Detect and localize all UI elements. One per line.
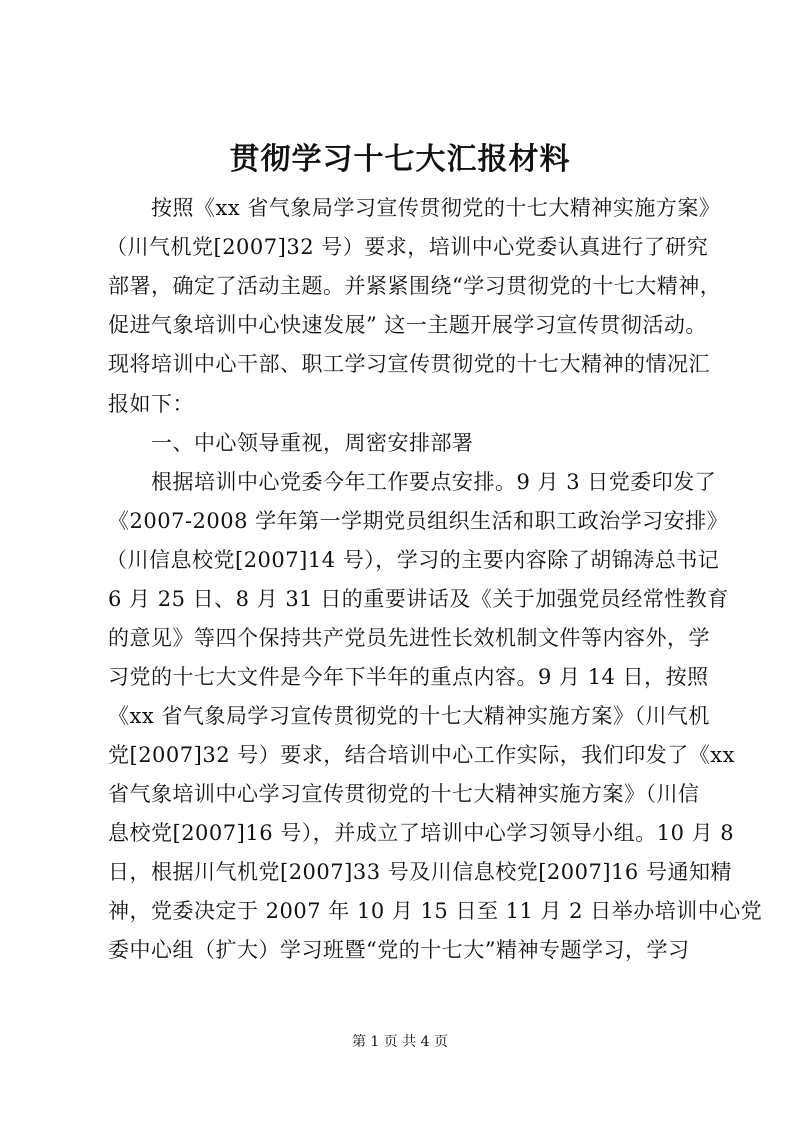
paragraph-line-3: 部署，确定了活动主题。并紧紧围绕“学习贯彻党的十七大精神， bbox=[108, 274, 722, 298]
paragraph-line-4: 促进气象培训中心快速发展” 这一主题开展学习宣传贯彻活动。 bbox=[108, 313, 707, 337]
paragraph-line-7: 根据培训中心党委今年工作要点安排。9 月 3 日党委印发了 bbox=[151, 470, 717, 494]
paragraph-line-10: 6 月 25 日、8 月 31 日的重要讲话及《关于加强党员经常性教育 bbox=[108, 587, 729, 611]
paragraph-line-17: 日，根据川气机党[2007]33 号及川信息校党[2007]16 号通知精 bbox=[108, 860, 732, 884]
paragraph-line-11: 的意见》等四个保持共产党员先进性长效机制文件等内容外，学 bbox=[108, 626, 710, 650]
paragraph-line-18: 神，党委决定于 2007 年 10 月 15 日至 11 月 2 日举办培训中心党 bbox=[108, 899, 763, 923]
paragraph-line-19: 委中心组（扩大）学习班暨“党的十七大”精神专题学习，学习 bbox=[108, 938, 690, 962]
paragraph-line-2: （川气机党[2007]32 号）要求，培训中心党委认真进行了研究 bbox=[106, 235, 709, 259]
paragraph-line-15: 省气象培训中心学习宣传贯彻党的十七大精神实施方案》（川信 bbox=[108, 782, 700, 806]
section-heading-1: 一、中心领导重视，周密安排部署 bbox=[151, 431, 474, 455]
paragraph-line-1: 按照《xx 省气象局学习宣传贯彻党的十七大精神实施方案》 bbox=[151, 196, 721, 220]
paragraph-line-14: 党[2007]32 号）要求，结合培训中心工作实际，我们印发了《xx bbox=[108, 743, 735, 767]
document-title: 贯彻学习十七大汇报材料 bbox=[229, 142, 571, 177]
paragraph-line-5: 现将培训中心干部、职工学习宣传贯彻党的十七大精神的情况汇 bbox=[108, 352, 710, 376]
paragraph-line-12: 习党的十七大文件是今年下半年的重点内容。9 月 14 日，按照 bbox=[108, 665, 709, 689]
paragraph-line-9: （川信息校党[2007]14 号），学习的主要内容除了胡锦涛总书记 bbox=[106, 548, 720, 572]
paragraph-line-8: 《2007-2008 学年第一学期党员组织生活和职工政治学习安排》 bbox=[108, 509, 729, 533]
page-number-footer: 第 1 页 共 4 页 bbox=[351, 1034, 449, 1050]
paragraph-line-6: 报如下： bbox=[108, 392, 194, 416]
paragraph-line-16: 息校党[2007]16 号），并成立了培训中心学习领导小组。10 月 8 bbox=[108, 821, 735, 845]
paragraph-line-13: 《xx 省气象局学习宣传贯彻党的十七大精神实施方案》（川气机 bbox=[108, 704, 710, 728]
